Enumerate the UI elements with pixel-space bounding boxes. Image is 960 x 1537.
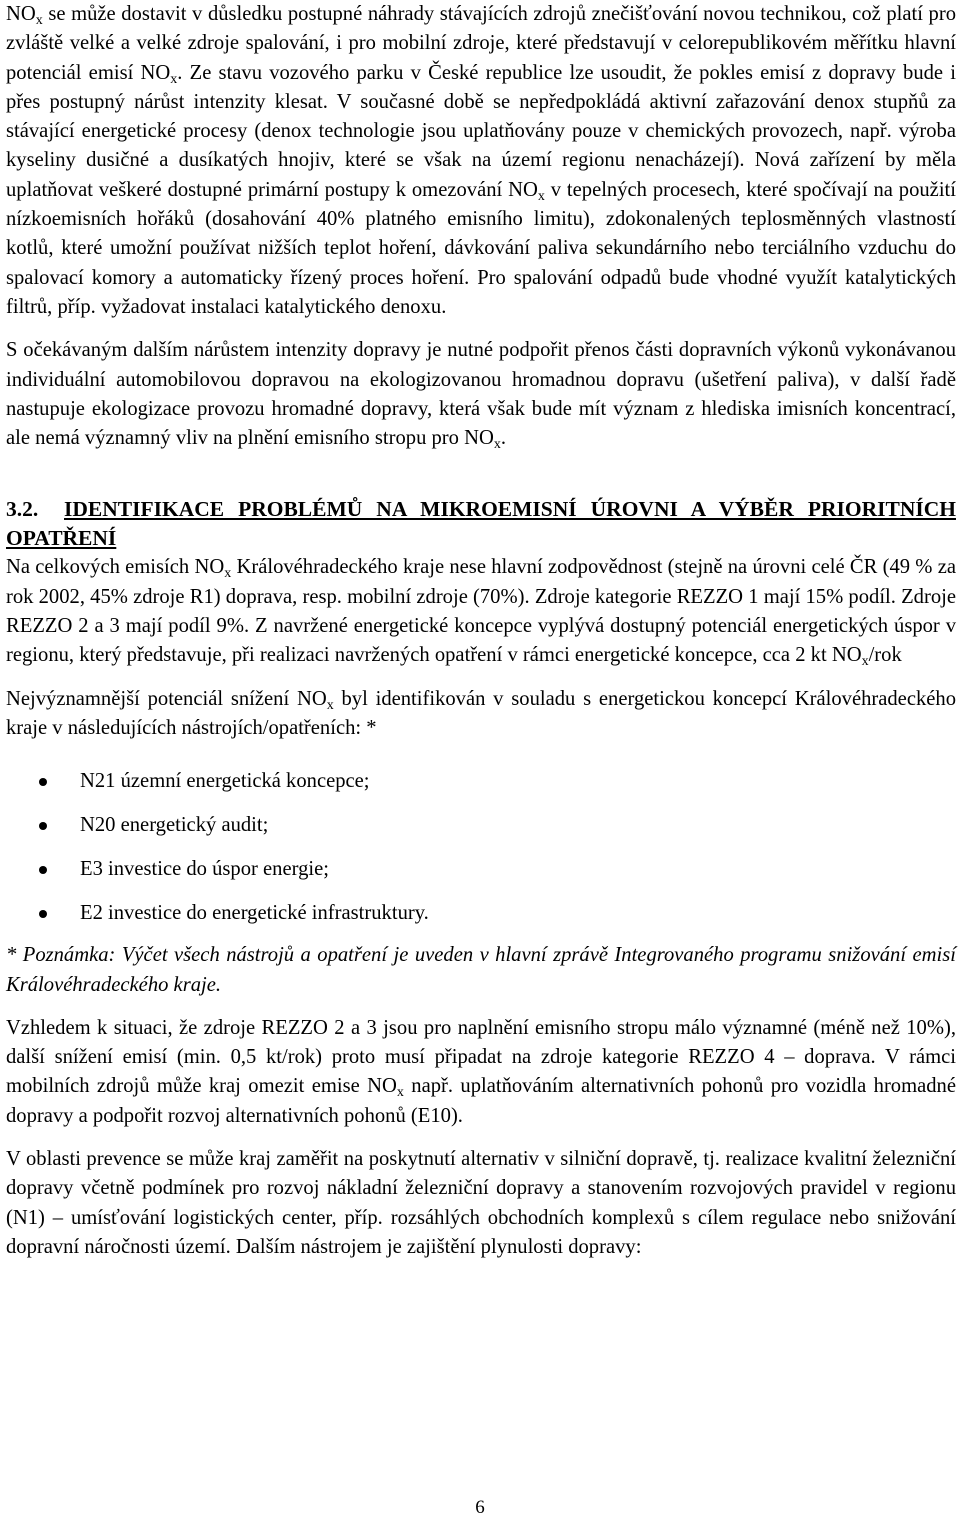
text-run: Na celkových emisích NO	[6, 556, 225, 579]
bullet-icon	[39, 822, 47, 830]
subscript: x	[224, 566, 232, 582]
measures-list	[6, 759, 956, 935]
page-number: 6	[475, 1497, 485, 1518]
list-item-text: E3 investice do úspor energie;	[80, 858, 329, 881]
subscript: x	[35, 13, 43, 28]
text-run: S očekávaným dalším nárůstem intenzity dopravy je nutné podpořit přenos části dopravních výkonů vykonávanou individuální automobilovou dopravou na ekologizovanou hromadnou dopravu (ušetření paliva), v další řadě nastupuje ekologizace provozu hromadné dopravy, která však bude mít význam z hlediska imisních koncentrací, ale nemá významný vliv na plnění emisního stropu pro NO	[6, 339, 956, 450]
text-run: . Ze stavu vozového parku v České republice lze usoudit, že pokles emisí z dopravy bude i přes postupný nárůst intenzity klesat. V současné době se nepředpokládá aktivní zařazování denox stupňů za stávající energetické procesy (denox technologie jsou uplatňovány pouze v chemických provozech, např. výroba kyseliny dusičné a dusíkatých hnojiv, které se však na území regionu nenacházejí). Nová zařízení by měla uplatňovat veškeré dostupné primární postupy k omezování NO	[6, 61, 956, 201]
paragraph-rezzo	[6, 1014, 956, 1131]
text-run: NO	[6, 3, 36, 25]
bullet-icon	[39, 910, 47, 918]
section-heading	[6, 495, 956, 553]
text-run: Královéhradeckého kraje nese hlavní zodpovědnost (stejně na úrovni celé ČR (49 % za rok 2002, 45% zdroje R1) doprava, resp. mobilní zdroje (70%). Zdroje kategorie REZZO 1 mají 15% podíl. Zdroje REZZO 2 a 3 mají podíl 9%. Z navržené energetické koncepce vyplývá dostupný potenciál energetických úspor v regionu, který představuje, při realizaci navržených opatření v rámci energetické koncepce, cca 2 kt NO	[6, 556, 956, 667]
section-title: IDENTIFIKACE PROBLÉMŮ NA MIKROEMISNÍ ÚROVNI A VÝBĚR PRIORITNÍCH OPATŘENÍ	[6, 497, 956, 551]
section-number: 3.2.	[6, 497, 39, 522]
subscript: x	[493, 437, 501, 453]
text-run: Nejvýznamnější potenciál snížení NO	[6, 687, 327, 710]
bullet-icon	[39, 778, 47, 786]
subscript: x	[326, 697, 334, 713]
text-run: .	[500, 427, 507, 450]
subscript: x	[170, 71, 178, 87]
subscript: x	[396, 1085, 404, 1101]
text-run: /rok	[868, 644, 902, 667]
list-item	[6, 847, 956, 891]
list-item	[6, 891, 956, 935]
paragraph-reduction-potential	[6, 685, 956, 744]
text-run: např. uplatňováním alternativních pohonů pro vozidla hromadné dopravy a podpořit rozvoj alternativních pohonů (E10).	[6, 1075, 956, 1127]
paragraph-nox-sources	[6, 0, 956, 322]
list-item	[6, 803, 956, 847]
text-run: byl identifikován v souladu s energetickou koncepcí Královéhradeckého kraje v následujících nástrojích/opatřeních: *	[6, 687, 956, 739]
list-item-text: E2 investice do energetické infrastruktury.	[80, 902, 429, 925]
paragraph-prevention: V oblasti prevence se může kraj zaměřit na poskytnutí alternativ v silniční dopravě, tj. realizace kvalitní železniční dopravy včetně podmínek pro rozvoj nákladní železniční dopravy a stanovením rozvojových pravidel v regionu (N1) – umísťování logistických center, příp. rozsáhlých obchodních komplexů s cílem regulace nebo snižování dopravní náročnosti území. Dalším nástrojem je zajištění plynulosti dopravy:	[6, 1148, 956, 1258]
paragraph-total-emissions	[6, 553, 956, 670]
text-run: v tepelných procesech, které spočívají na použití nízkoemisních hořáků (dosahování 40% platného emisního limitu), zdokonalených teplosměnných vlastností kotlů, které umožní používat nižších teplot hoření, dávkování paliva sekundárního nebo terciálního vzduchu do spalovací komory a automaticky řízený proces hoření. Pro spalování odpadů bude vhodné využít katalytických filtrů, příp. vyžadovat instalaci katalytického denoxu.	[6, 178, 956, 318]
footnote: * Poznámka: Výčet všech nástrojů a opatření je uveden v hlavní zprávě Integrovaného programu snižování emisí Královéhradeckého kraje.	[6, 944, 956, 996]
list-item-text: N20 energetický audit;	[80, 814, 269, 837]
list-item-text: N21 územní energetická koncepce;	[80, 770, 370, 793]
paragraph-traffic	[6, 336, 956, 453]
text-run: se může dostavit v důsledku postupné náhrady stávajících zdrojů znečišťování novou technikou, což platí pro zvláště velké a velké zdroje spalování, i pro mobilní zdroje, které představují v celorepublikovém měřítku hlavní potenciál emisí NO	[6, 3, 956, 84]
text-run: Vzhledem k situaci, že zdroje REZZO 2 a 3 jsou pro naplnění emisního stropu málo významné (méně než 10%), další snížení emisí (min. 0,5 kt/rok) proto musí připadat na zdroje kategorie REZZO 4 – doprava. V rámci mobilních zdrojů může kraj omezit emise NO	[6, 1016, 956, 1098]
subscript: x	[861, 654, 869, 670]
list-item	[6, 759, 956, 803]
subscript: x	[537, 188, 545, 204]
bullet-icon	[39, 866, 47, 874]
